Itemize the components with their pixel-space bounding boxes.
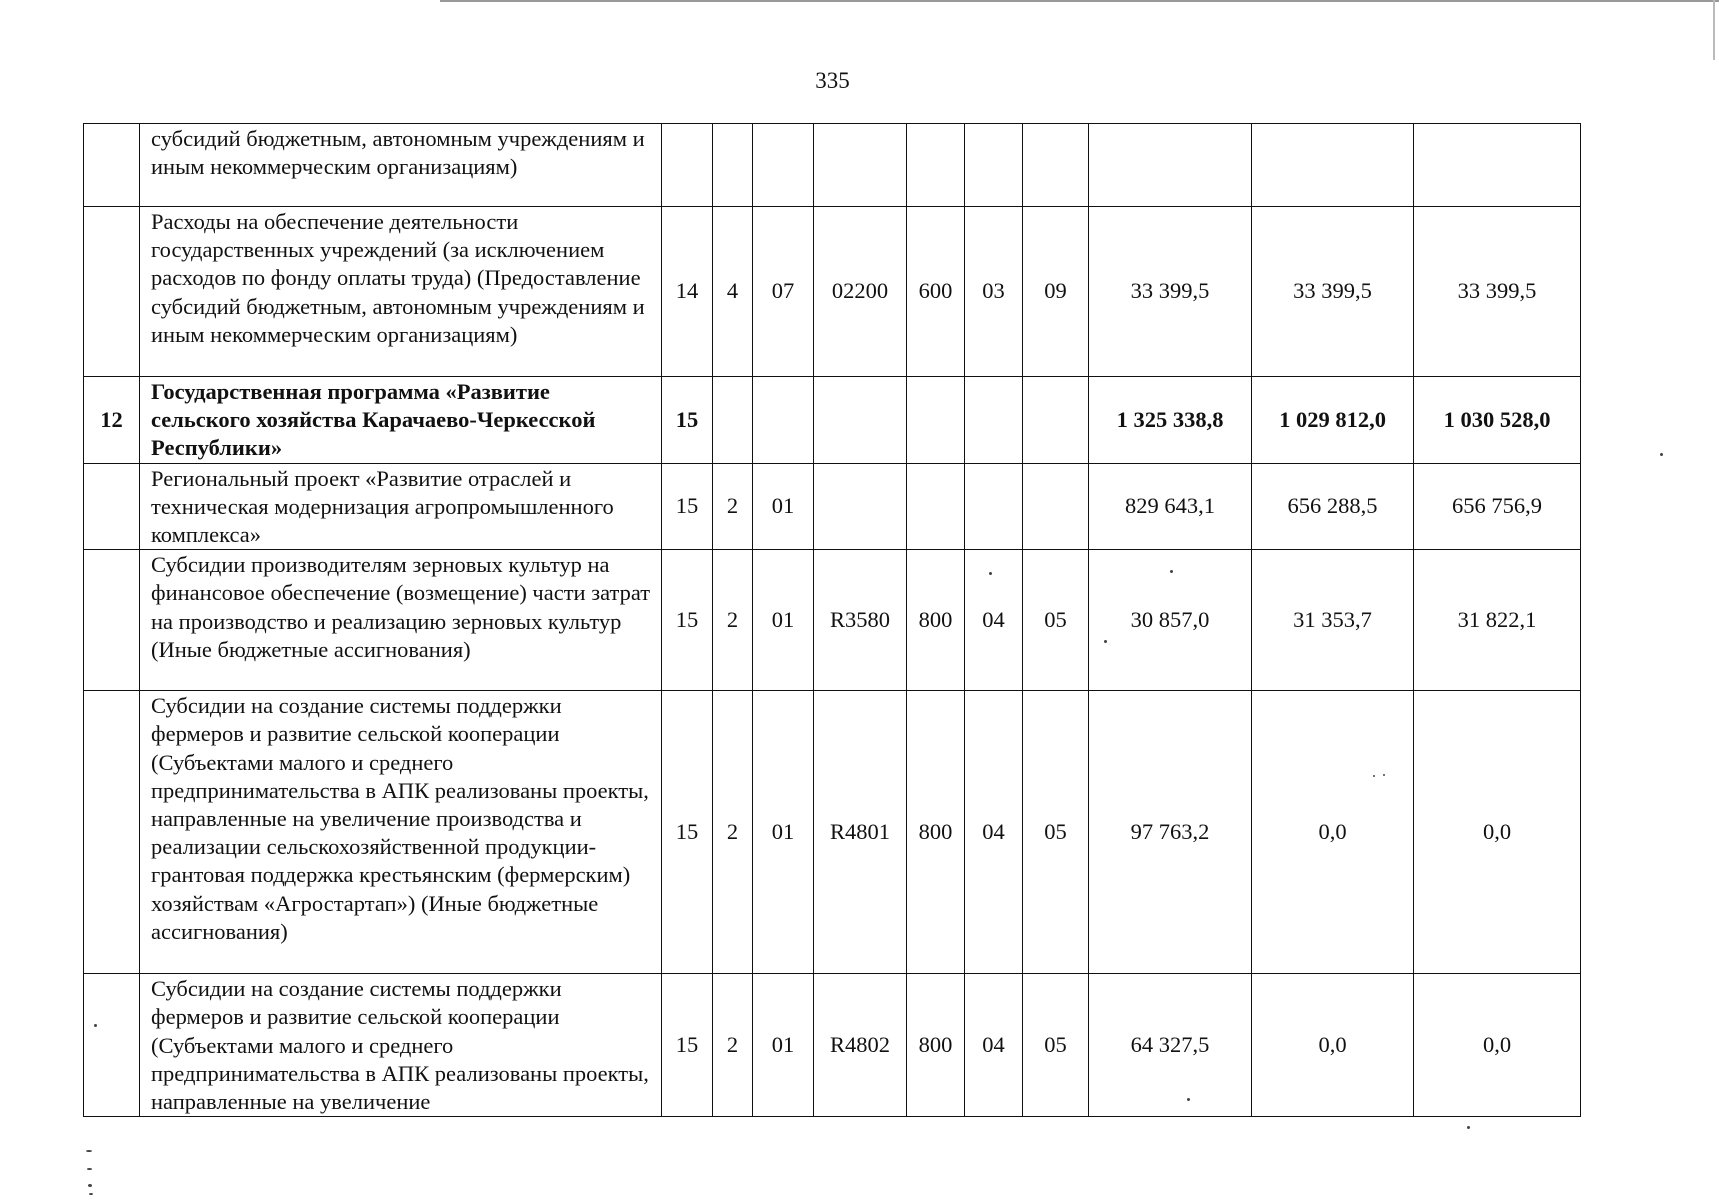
code-cell [1023,377,1089,464]
amount-cell: 0,0 [1414,974,1581,1117]
code-cell: 07 [753,207,814,377]
code-cell: 15 [662,550,713,691]
amount-cell: 1 030 528,0 [1414,377,1581,464]
code-cell: 04 [965,691,1023,974]
amount-cell [1252,124,1414,207]
code-cell [965,463,1023,550]
code-cell: 02200 [814,207,907,377]
row-number-cell [84,550,140,691]
scan-speck [89,1193,93,1195]
row-name-cell: Субсидии на создание системы поддержки фермеров и развитие сельской кооперации (Субъектами малого и среднего предпринимательства в АПК реализованы проекты, направленные на увеличение производства и реализации сельскохозяйственной продукции-грантовая поддержка крестьянским (фермерским) хозяйствам «Агростартап») (Иные бюджетные ассигнования) [140,691,662,974]
table-row [84,550,1581,691]
code-cell: 2 [713,463,753,550]
scan-speck [1660,453,1663,456]
scan-top-edge [440,0,1719,2]
code-cell: 04 [965,974,1023,1117]
scan-right-edge [1713,0,1715,60]
amount-cell: 0,0 [1414,691,1581,974]
code-cell [753,124,814,207]
code-cell: 15 [662,377,713,464]
amount-cell [1089,124,1252,207]
code-cell: 03 [965,207,1023,377]
code-cell: 01 [753,974,814,1117]
amount-cell: 97 763,2 [1089,691,1252,974]
row-name-cell: субсидий бюджетным, автономным учреждениям и иным некоммерческим организациям) [140,124,662,207]
row-number-cell [84,691,140,974]
amount-cell [1414,124,1581,207]
amount-cell: 30 857,0 [1089,550,1252,691]
code-cell [713,124,753,207]
scan-speck [1373,775,1375,777]
table-row [84,974,1581,1117]
code-cell: 800 [907,550,965,691]
code-cell: R4802 [814,974,907,1117]
code-cell: 800 [907,691,965,974]
row-number-cell [84,974,140,1117]
code-cell [965,377,1023,464]
code-cell: 01 [753,691,814,974]
code-cell [753,377,814,464]
code-cell: 15 [662,691,713,974]
row-number-cell: 12 [84,377,140,464]
code-cell: 05 [1023,691,1089,974]
amount-cell: 64 327,5 [1089,974,1252,1117]
code-cell: 05 [1023,550,1089,691]
row-name-cell: Субсидии на создание системы поддержки фермеров и развитие сельской кооперации (Субъектами малого и среднего предпринимательства в АПК реализованы проекты, направленные на увеличение [140,974,662,1117]
code-cell [965,124,1023,207]
scan-speck [989,572,992,575]
amount-cell: 31 822,1 [1414,550,1581,691]
code-cell: R4801 [814,691,907,974]
budget-table [83,123,1581,1117]
code-cell [1023,463,1089,550]
code-cell [814,463,907,550]
scan-speck [1187,1098,1190,1101]
code-cell: R3580 [814,550,907,691]
code-cell: 01 [753,550,814,691]
code-cell: 15 [662,463,713,550]
table-row [84,377,1581,464]
amount-cell: 656 288,5 [1252,463,1414,550]
amount-cell: 33 399,5 [1252,207,1414,377]
code-cell: 4 [713,207,753,377]
code-cell [1023,124,1089,207]
table-row [84,463,1581,550]
row-number-cell [84,463,140,550]
amount-cell: 829 643,1 [1089,463,1252,550]
code-cell [713,377,753,464]
code-cell: 09 [1023,207,1089,377]
amount-cell: 1 029 812,0 [1252,377,1414,464]
amount-cell: 0,0 [1252,691,1414,974]
page-number: 335 [815,68,850,93]
table-row [84,691,1581,974]
row-name-cell: Субсидии производителям зерновых культур на финансовое обеспечение (возмещение) части затрат на производство и реализацию зерновых культур (Иные бюджетные ассигнования) [140,550,662,691]
code-cell: 2 [713,974,753,1117]
row-number-cell [84,207,140,377]
scan-speck [86,1150,92,1152]
code-cell: 2 [713,691,753,974]
code-cell: 2 [713,550,753,691]
row-name-cell: Государственная программа «Развитие сельского хозяйства Карачаево-Черкесской Республики» [140,377,662,464]
code-cell [662,124,713,207]
scan-speck [1104,640,1107,643]
scan-speck [1467,1126,1470,1129]
table-row [84,207,1581,377]
code-cell: 15 [662,974,713,1117]
scan-speck [1383,774,1385,776]
code-cell: 14 [662,207,713,377]
code-cell [907,124,965,207]
code-cell: 800 [907,974,965,1117]
code-cell [907,463,965,550]
amount-cell: 33 399,5 [1414,207,1581,377]
scan-speck [1170,570,1173,573]
amount-cell: 1 325 338,8 [1089,377,1252,464]
amount-cell: 0,0 [1252,974,1414,1117]
code-cell [814,124,907,207]
code-cell: 04 [965,550,1023,691]
table-row [84,124,1581,207]
scan-speck [87,1168,92,1170]
amount-cell: 33 399,5 [1089,207,1252,377]
amount-cell: 656 756,9 [1414,463,1581,550]
scan-speck [88,1184,92,1187]
code-cell: 05 [1023,974,1089,1117]
scan-speck [94,1024,97,1027]
code-cell [814,377,907,464]
row-name-cell: Региональный проект «Развитие отраслей и техническая модернизация агропромышленного комплекса» [140,463,662,550]
code-cell: 600 [907,207,965,377]
amount-cell: 31 353,7 [1252,550,1414,691]
code-cell: 01 [753,463,814,550]
row-name-cell: Расходы на обеспечение деятельности государственных учреждений (за исключением расходов по фонду оплаты труда) (Предоставление субсидий бюджетным, автономным учреждениям и иным некоммерческим организациям) [140,207,662,377]
row-number-cell [84,124,140,207]
code-cell [907,377,965,464]
